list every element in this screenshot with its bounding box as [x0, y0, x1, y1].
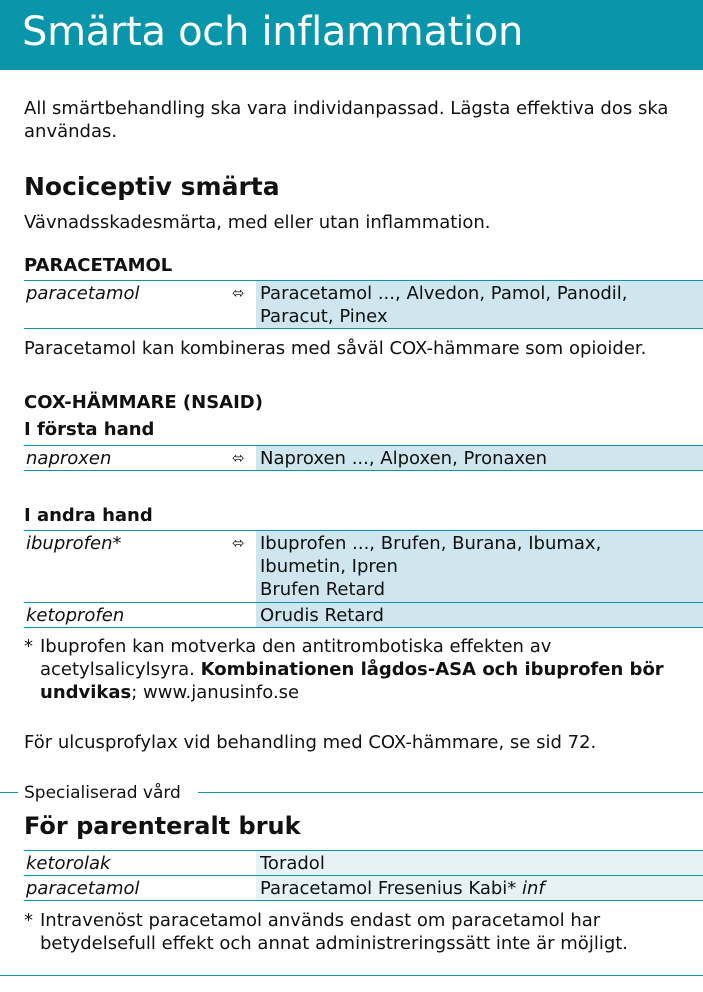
- product-line: Toradol: [260, 853, 325, 874]
- section-subtitle-nociceptive: Vävnadsskadesmärta, med eller utan inflammation.: [24, 212, 491, 233]
- table-row: [24, 602, 703, 628]
- group-heading-cox: COX-HÄMMARE (NSAID): [24, 392, 263, 413]
- product-line: Paracut, Pinex: [260, 306, 388, 327]
- table-row: [24, 445, 703, 471]
- subheading-second-hand: I andra hand: [24, 505, 153, 526]
- specialized-care-label: Specialiserad vård: [24, 783, 181, 803]
- substance-name: ketoprofen: [26, 605, 125, 626]
- subheading-first-hand: I första hand: [24, 419, 155, 440]
- product-line: Ibuprofen ..., Brufen, Burana, Ibumax,: [260, 533, 602, 554]
- section-divider-left: [0, 792, 18, 793]
- ibuprofen-footnote: [24, 635, 694, 704]
- footnote-text: Ibuprofen kan motverka den antitrombotiska effekten av acetylsalicylsyra.: [40, 636, 552, 680]
- section-heading-parenteral: För parenteralt bruk: [24, 812, 301, 840]
- drug-table-parenteral: [24, 850, 703, 901]
- substance-name: ibuprofen*: [26, 533, 122, 554]
- bottom-divider: [0, 975, 703, 976]
- drug-table-paracetamol: [24, 280, 703, 329]
- substance-name: paracetamol: [26, 878, 140, 899]
- product-line: Paracetamol Fresenius Kabi*: [260, 878, 517, 899]
- product-cell: [256, 603, 703, 627]
- drug-table-first-hand: [24, 445, 703, 471]
- intro-text: All smärtbehandling ska vara individanpassad. Lägsta effektiva dos ska användas.: [24, 98, 669, 142]
- footnote-link-text: ; www.janusinfo.se: [131, 682, 300, 703]
- product-cell: [256, 851, 703, 875]
- footnote-warning: Kombinationen lågdos-ASA och ibuprofen bör undvikas: [40, 659, 664, 703]
- drug-table-second-hand: [24, 530, 703, 628]
- paracetamol-note: Paracetamol kan kombineras med såväl COX-hämmare som opioider.: [24, 338, 647, 359]
- product-line: Ibumetin, Ipren: [260, 556, 398, 577]
- table-row: [24, 280, 703, 329]
- ulcer-note: För ulcusprofylax vid behandling med COX-hämmare, se sid 72.: [24, 732, 597, 753]
- footnote-text: Intravenöst paracetamol används endast om paracetamol har betydelsefull effekt och annat administreringssätt inte är möjligt.: [40, 910, 629, 954]
- table-row: [24, 850, 703, 875]
- section-divider-right: [198, 792, 703, 793]
- page-header: [0, 0, 703, 70]
- product-line: Naproxen ..., Alpoxen, Pronaxen: [260, 448, 548, 469]
- product-cell: [256, 531, 703, 602]
- substance-name: naproxen: [26, 448, 112, 469]
- product-cell: [256, 446, 703, 470]
- interchangeable-icon: ⬄: [232, 449, 245, 467]
- product-line: Orudis Retard: [260, 605, 384, 626]
- table-row: [24, 530, 703, 602]
- footnote-marker: *: [24, 636, 33, 657]
- product-line: Paracetamol ..., Alvedon, Pamol, Panodil,: [260, 283, 628, 304]
- page-title: Smärta och inflammation: [22, 9, 524, 55]
- product-cell: [256, 876, 703, 900]
- product-cell: [256, 281, 703, 328]
- interchangeable-icon: ⬄: [232, 534, 245, 552]
- iv-paracetamol-footnote: [24, 909, 694, 955]
- product-form: inf: [522, 878, 545, 899]
- footnote-marker: *: [24, 910, 33, 931]
- substance-name: paracetamol: [26, 283, 140, 304]
- substance-name: ketorolak: [26, 853, 111, 874]
- section-heading-nociceptive: Nociceptiv smärta: [24, 172, 280, 201]
- interchangeable-icon: ⬄: [232, 284, 245, 302]
- product-line: Brufen Retard: [260, 579, 386, 600]
- table-row: [24, 875, 703, 901]
- group-heading-paracetamol: PARACETAMOL: [24, 255, 173, 276]
